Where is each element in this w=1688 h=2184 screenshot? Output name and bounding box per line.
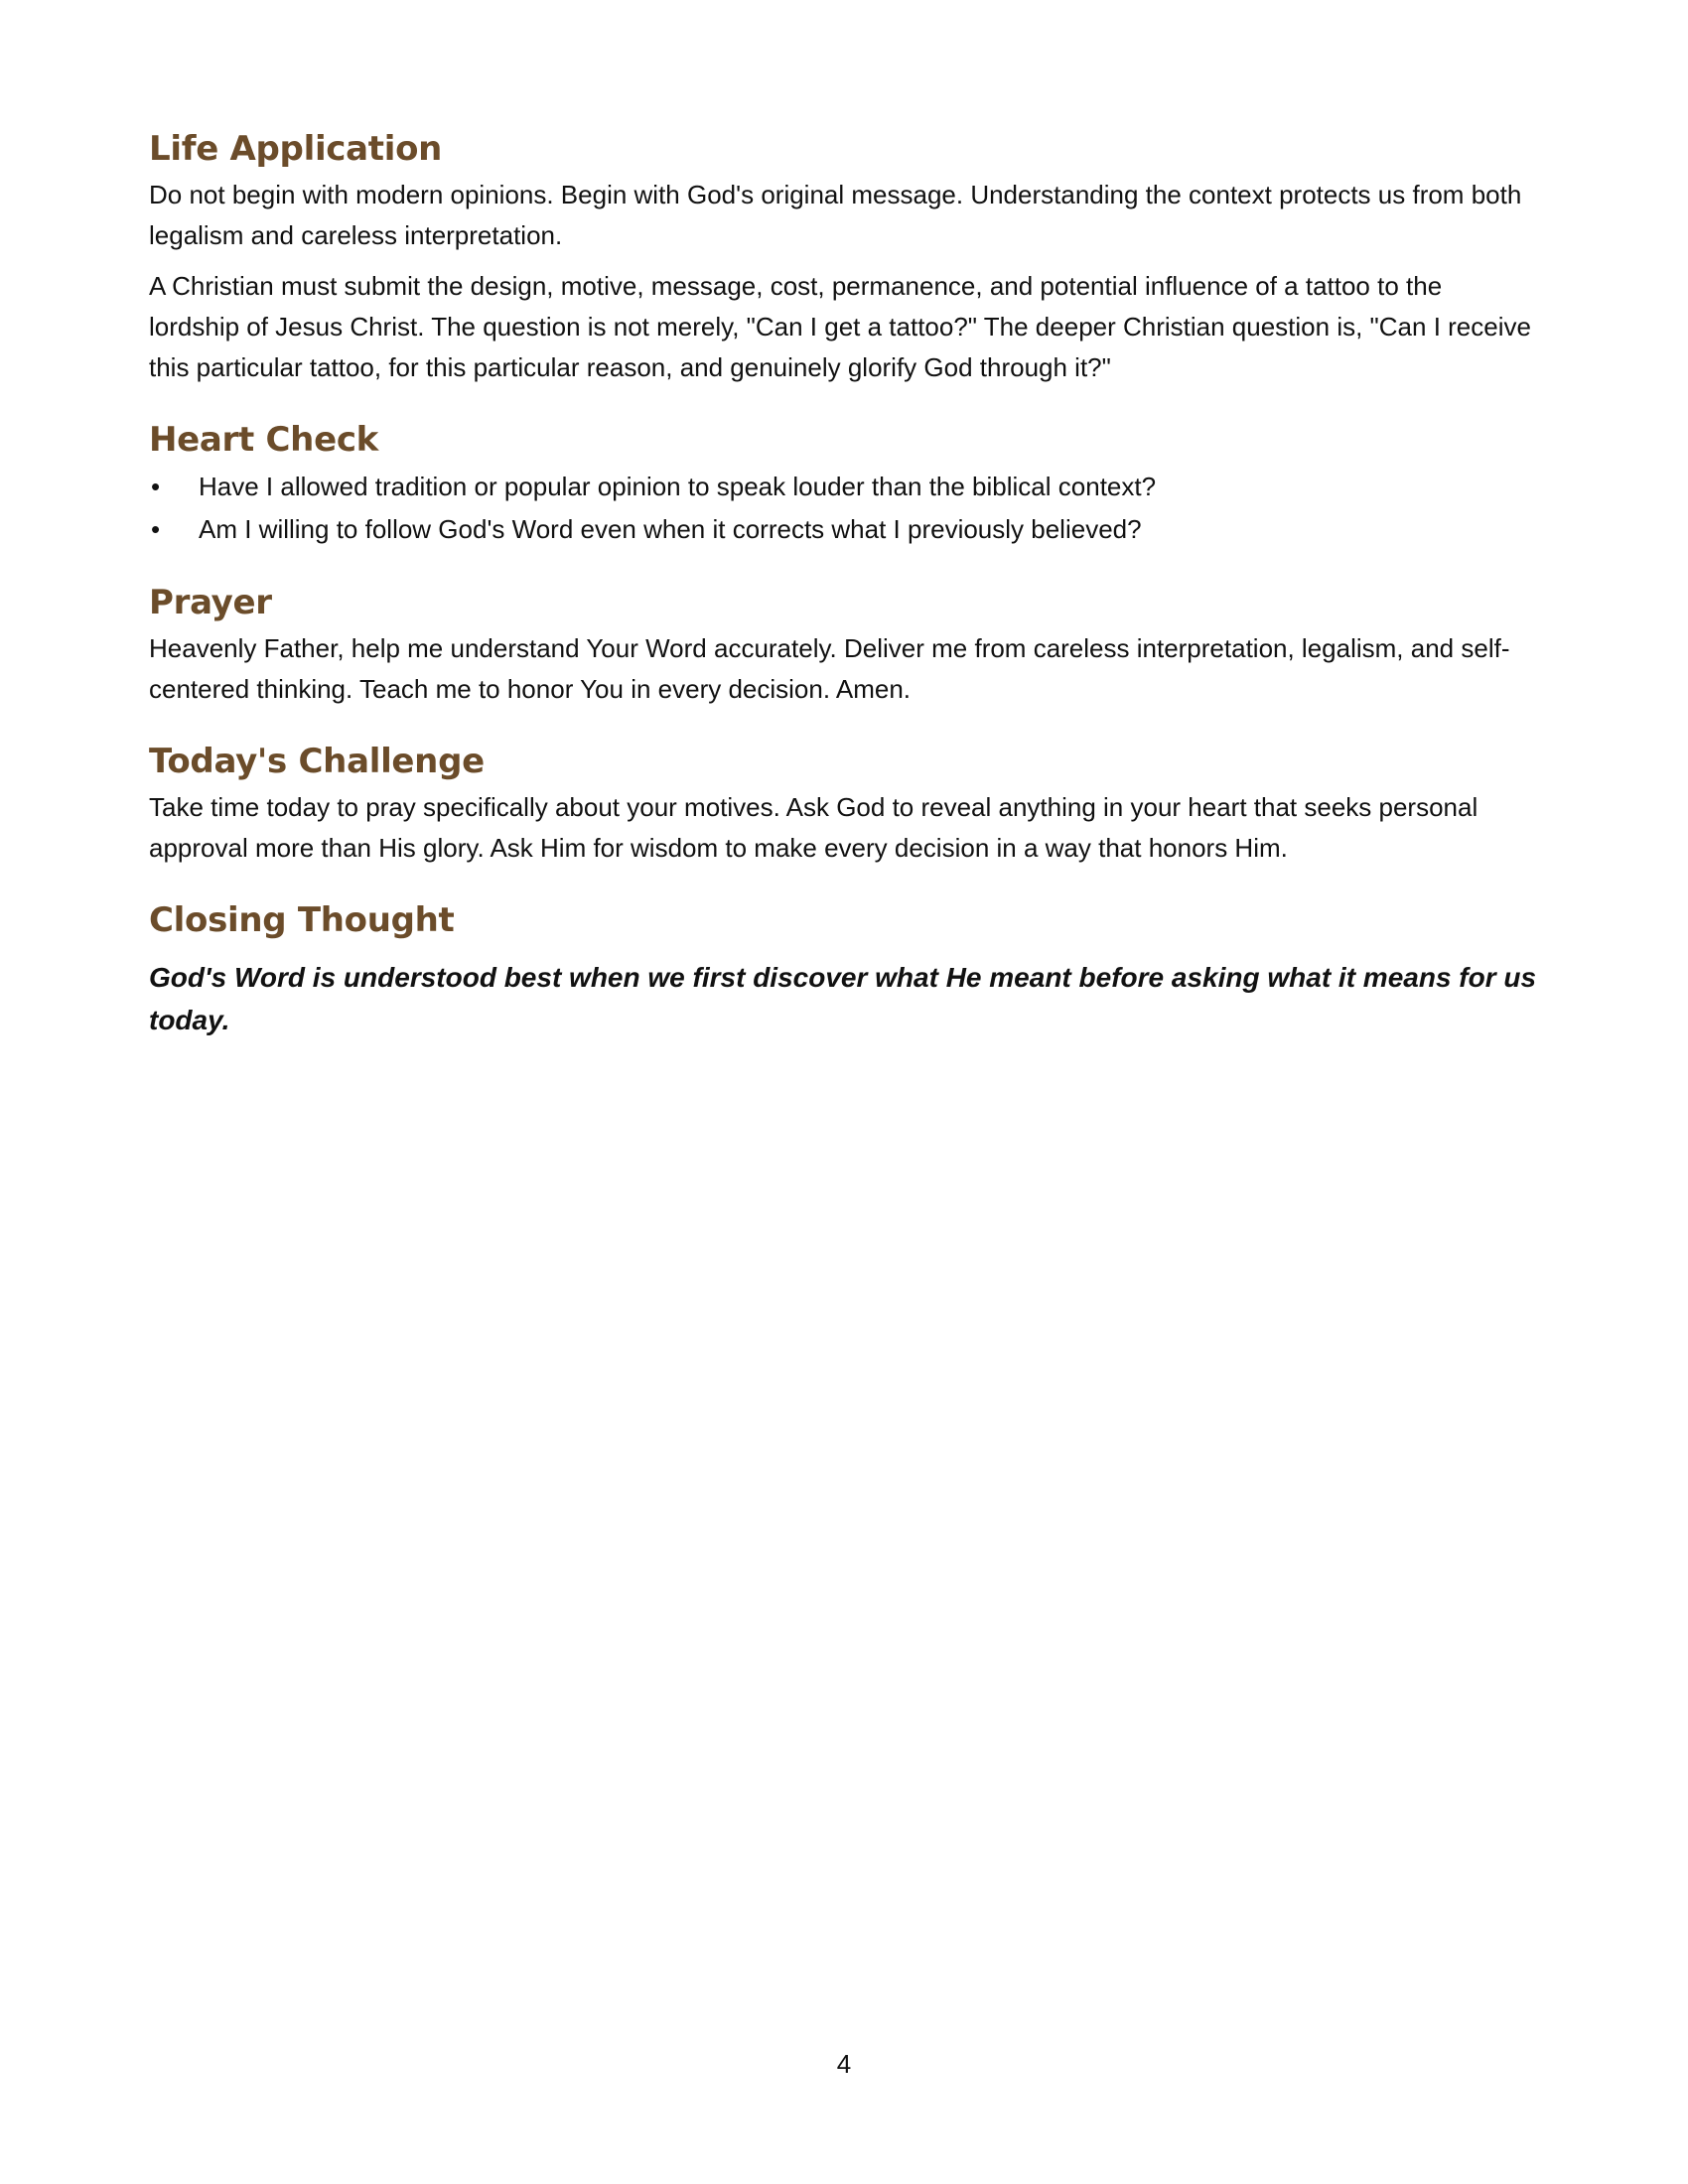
- todays-challenge-heading: Today's Challenge: [149, 742, 485, 781]
- list-item: [149, 508, 1539, 551]
- closing-thought-section: [149, 898, 1539, 1041]
- todays-challenge-text: Take time today to pray specifically about your motives. Ask God to reveal anything in your heart that seeks personal approval more than His glory. Ask Him for wisdom to make every decision in a way that honors Him.: [149, 792, 1478, 863]
- heart-check-section: [149, 418, 1539, 551]
- bullet-icon: •: [151, 472, 161, 501]
- closing-thought-heading: Closing Thought: [149, 900, 455, 940]
- heart-check-list: [149, 466, 1539, 551]
- list-item: [149, 466, 1539, 508]
- prayer-section: [149, 581, 1539, 710]
- life-application-paragraph-1: Do not begin with modern opinions. Begin with God's original message. Understanding the context protects us from both legalism and careless interpretation.: [149, 180, 1522, 250]
- page-number: 4: [836, 2049, 852, 2079]
- life-application-paragraph-2: A Christian must submit the design, motive, message, cost, permanence, and potential influence of a tattoo to the lordship of Jesus Christ. The question is not merely, "Can I get a tattoo?" The deeper Christian question is, "Can I receive this particular tattoo, for this particular reason, and genuinely glorify God through it?": [149, 271, 1531, 382]
- document-page: [149, 127, 1539, 1041]
- heart-check-item-text: Am I willing to follow God's Word even when it corrects what I previously believed?: [199, 514, 1142, 544]
- life-application-section: [149, 127, 1539, 388]
- todays-challenge-section: [149, 740, 1539, 869]
- prayer-text: Heavenly Father, help me understand Your Word accurately. Deliver me from careless interpretation, legalism, and self-centered thinking. Teach me to honor You in every decision. Amen.: [149, 633, 1510, 704]
- heart-check-item-text: Have I allowed tradition or popular opinion to speak louder than the biblical context?: [199, 472, 1157, 501]
- life-application-heading: Life Application: [149, 129, 443, 169]
- heart-check-heading: Heart Check: [149, 420, 378, 460]
- prayer-heading: Prayer: [149, 583, 272, 622]
- closing-thought-text: God's Word is understood best when we first discover what He meant before asking what it means for us today.: [149, 962, 1537, 1035]
- bullet-icon: •: [151, 514, 161, 544]
